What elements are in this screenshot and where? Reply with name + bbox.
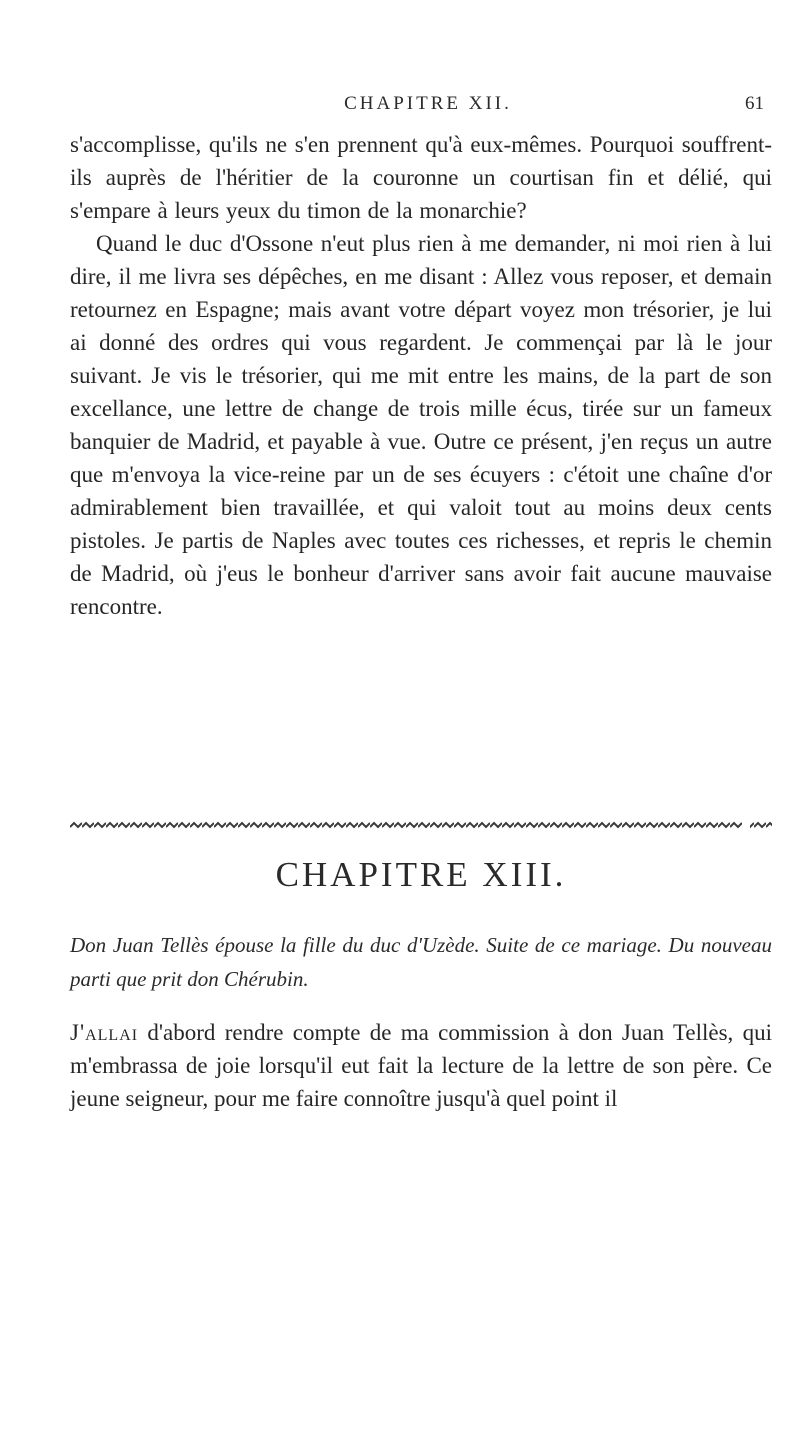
running-title: CHAPITRE XII. — [344, 93, 512, 114]
paragraph-continuation: s'accomplisse, qu'ils ne s'en prennent qu'à eux-mêmes. Pourquoi souffrent-ils auprès de l'héritier de la couronne un courtisan fin et délié, qui s'empare à leurs yeux du timon de la monarchie? — [70, 132, 772, 223]
opening-text: d'abord rendre compte de ma commission à don Juan Tellès, qui m'embrassa de joie lorsqu'il eut fait la lecture de la lettre de son père. Ce jeune seigneur, pour me faire connoître jusqu'à quel point il — [70, 1020, 772, 1111]
paragraph: Quand le duc d'Ossone n'eut plus rien à me demander, ni moi rien à lui dire, il me livra ses dépêches, en me disant : Allez vous reposer, et demain retournez en Espagne; mais avant votre départ voyez mon trésorier, je lui ai donné des ordres qui vous regardent. Je commençai par là le jour suivant. Je vis le trésorier, qui me mit entre les mains, de la part de son excellance, une lettre de change de trois mille écus, tirée sur un fameux banquier de Madrid, et payable à vue. Outre ce présent, j'en reçus un autre que m'envoya la vice-reine par un de ses écuyers : c'étoit une chaîne d'or admirablement bien travaillée, et qui valoit tout au moins deux cents pistoles. Je partis de Naples avec toutes ces richesses, et repris le chemin de Madrid, où j'eus le bonheur d'arriver sans avoir fait aucune mauvaise rencontre. — [70, 231, 772, 619]
chapter-summary: Don Juan Tellès épouse la fille du duc d'Uzède. Suite de ce mariage. Du nouveau parti que prit don Chérubin. — [70, 933, 772, 991]
chapter-opening-paragraph — [70, 1016, 772, 1115]
running-head — [70, 93, 786, 123]
chapter-heading: CHAPITRE XIII. — [275, 855, 567, 894]
opening-word: J'allai — [70, 1020, 139, 1045]
page-number: 61 — [745, 93, 764, 114]
body-text — [70, 128, 772, 623]
ornamental-divider — [70, 820, 772, 830]
